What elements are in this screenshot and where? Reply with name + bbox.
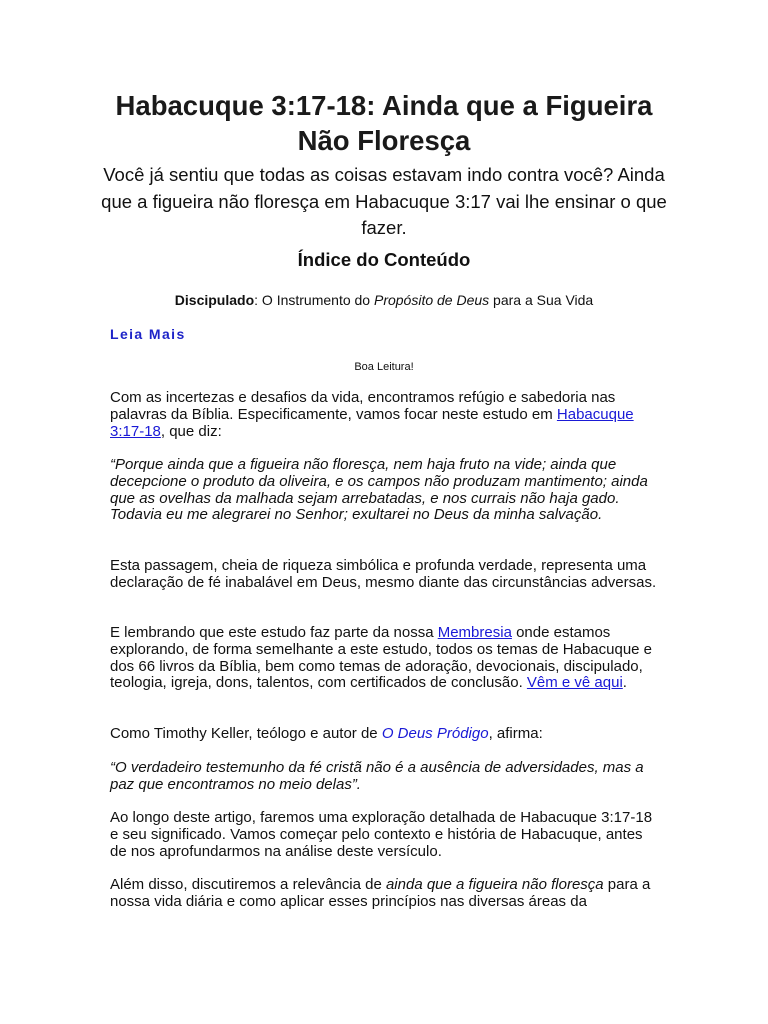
relevance-emphasis: ainda que a figueira não floresça	[385, 876, 604, 893]
membresia-text-after: .	[622, 674, 627, 692]
keller-paragraph	[110, 726, 662, 743]
exploration-paragraph: Ao longo deste artigo, faremos uma exploração detalhada de Habacuque 3:17-18 e seu significado. Vamos começar pelo contexto e história de Habacuque, antes de nos aprofundarmos na análise deste versículo.	[110, 809, 653, 860]
relevance-paragraph	[110, 877, 662, 911]
intro-paragraph	[110, 390, 662, 440]
discipulado-text-before: : O Instrumento do	[254, 292, 374, 308]
discipulado-emphasis: Propósito de Deus	[373, 292, 490, 308]
leia-mais-link[interactable]: Leia Mais	[110, 326, 186, 342]
article-title: Habacuque 3:17-18: Ainda que a Figueira Não Floresça	[115, 90, 653, 156]
membresia-text-middle: onde estamos explorando, de forma semelhante a este estudo, todos os temas de Habacuque e dos 66 livros da Bíblia, bem como temas de adoração, devocionais, discipulado, teologia, igreja, dons, talentos, com certificados de conclusão.	[110, 624, 653, 692]
passage-paragraph: Esta passagem, cheia de riqueza simbólica e profunda verdade, representa uma declaração de fé inabalável em Deus, mesmo diante das circunstâncias adversas.	[110, 557, 657, 591]
intro-text-after: , que diz:	[160, 422, 222, 440]
discipulado-text-after: para a Sua Vida	[489, 292, 594, 308]
relevance-text-before: Além disso, discutiremos a relevância de	[110, 876, 386, 893]
book-title-link[interactable]: O Deus Pródigo	[381, 725, 489, 742]
vem-e-ve-link[interactable]: Vêm e vê aqui	[526, 674, 623, 692]
toc-heading: Índice do Conteúdo	[297, 249, 471, 270]
relevance-text-after: para a nossa vida diária e como aplicar esses princípios nas diversas áreas da	[110, 876, 651, 910]
keller-quote: “O verdadeiro testemunho da fé cristã não é a ausência de adversidades, mas a paz que encontramos no meio delas”.	[110, 759, 644, 793]
boa-leitura-text: Boa Leitura!	[354, 361, 414, 373]
discipulado-line	[100, 291, 668, 309]
membresia-text-before: E lembrando que este estudo faz parte da nossa	[110, 624, 438, 641]
keller-text-before: Como Timothy Keller, teólogo e autor de	[110, 725, 382, 742]
membresia-link[interactable]: Membresia	[437, 624, 512, 641]
scripture-quote: “Porque ainda que a figueira não floresça, nem haja fruto na vide; ainda que decepcione o produto da oliveira, e os campos não produzam mantimento; ainda que as ovelhas da malhada sejam arrebatadas, e nos currais não haja gado. Todavia eu me alegrarei no Senhor; exultarei no Deus da minha salvação.	[110, 456, 648, 524]
membresia-paragraph	[110, 625, 662, 692]
habacuque-link[interactable]: Habacuque 3:17-18	[110, 405, 634, 440]
keller-text-after: , afirma:	[488, 725, 543, 742]
article-subtitle: Você já sentiu que todas as coisas estavam indo contra você? Ainda que a figueira não floresça em Habacuque 3:17 vai lhe ensinar o que fazer.	[101, 164, 667, 238]
discipulado-label: Discipulado	[174, 292, 255, 308]
intro-text: Com as incertezas e desafios da vida, encontramos refúgio e sabedoria nas palavras da Bíblia. Especificamente, vamos focar neste estudo em	[110, 389, 616, 423]
